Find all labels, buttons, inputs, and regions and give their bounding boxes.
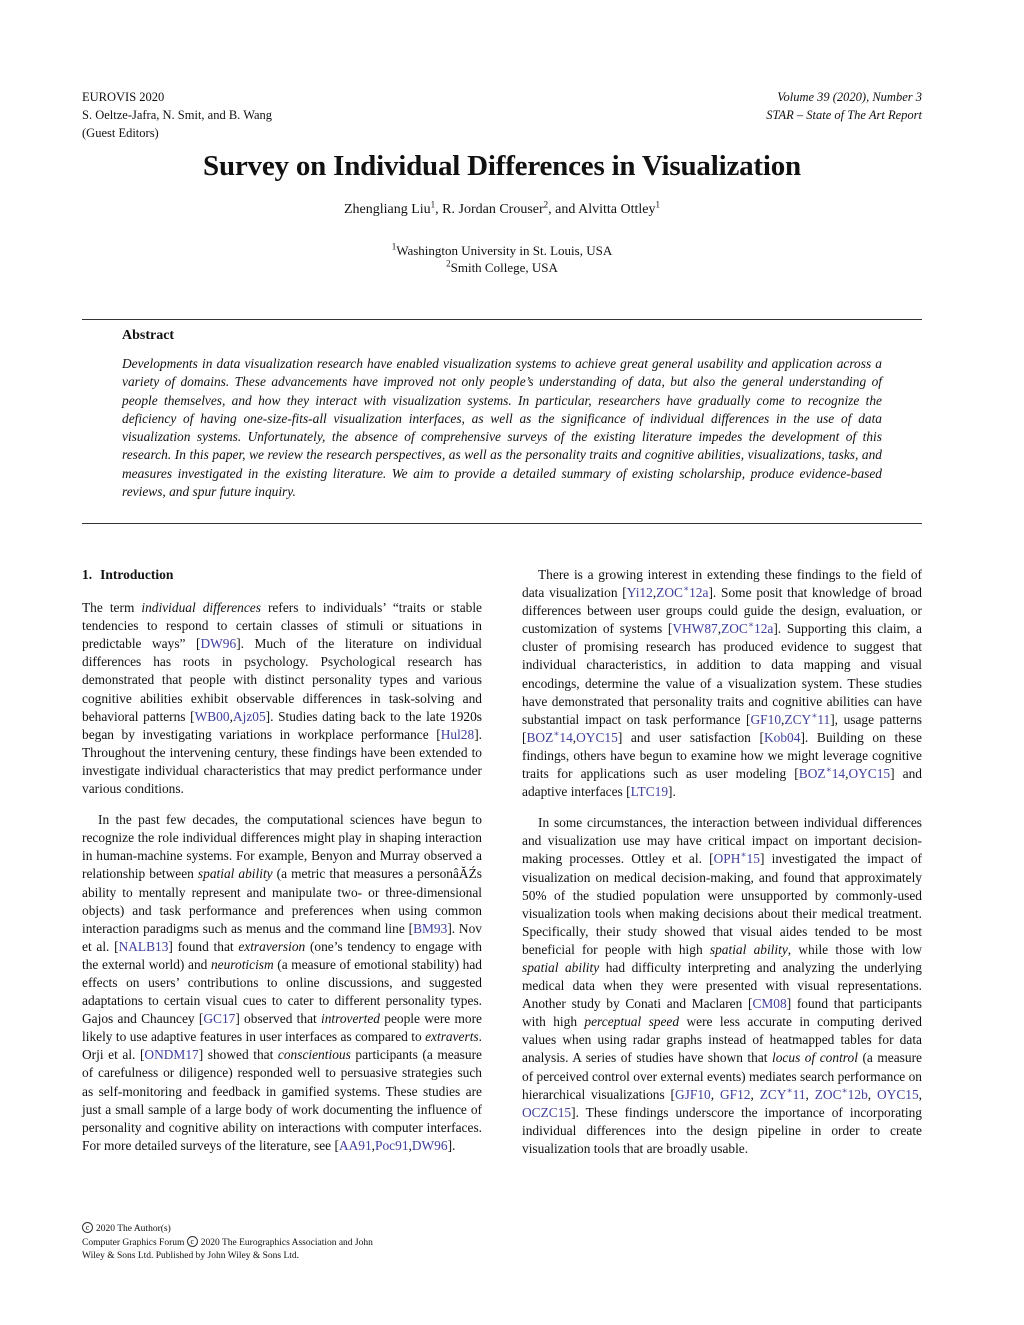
text-run: There is a growing interest in extending these findings to the field of data visualization [: [522, 567, 922, 601]
citation-link[interactable]: BM93: [413, 920, 448, 936]
body-paragraph: [522, 566, 922, 801]
text-run: ] observed that: [235, 1011, 321, 1027]
footer-line-2: 2020 The Eurographics Association and John: [200, 1238, 373, 1248]
text-run: ]. Some posit that knowledge of broad differences between user groups could guide the design, evaluation, or customization of systems [: [522, 585, 922, 637]
citation-mark: ∗: [841, 1085, 848, 1096]
citation-link[interactable]: Poc91: [375, 1137, 409, 1153]
emphasis-term: conscientious: [277, 1047, 351, 1063]
footer: [82, 1222, 373, 1263]
citation-mark: ∗: [740, 849, 747, 860]
text-run: ] and user satisfaction [: [617, 729, 764, 745]
text-run: ,: [845, 766, 849, 782]
text-run: ,: [781, 711, 785, 727]
citation-link[interactable]: CM08: [752, 996, 787, 1012]
affiliation-line: [0, 242, 1004, 259]
author-affiliation-mark: 1: [430, 199, 436, 210]
text-run: . Orji et al. [: [82, 1029, 482, 1063]
abstract-text: Developments in data visualization research have enabled visualization systems to achieve great general usability and application across a variety of domains. These advancements have improved not only people’s understanding of data, but also the general understanding of people themselves, and how they interact with visualization systems. In particular, researchers have gradually come to recognize the deficiency of having one-size-fits-all visualization interfaces, as well as the significance of individual differences in the use of data visualization systems. Unfortunately, the absence of comprehensive surveys of the existing literature impedes the development of this research. In this paper, we review the research perspectives, as well as the personality traits and cognitive abilities, visualizations, tasks, and measures investigated in the existing literature. We aim to provide a detailed summary of existing scholarship, produce evidence-based reviews, and spur future inquiry.: [122, 356, 882, 500]
text-run: ]. Much of the literature on individual differences has roots in psychology. Psychological research has demonstrated that people with distinct personality types and various cognitive abilities exhibit observable differences in task-solving and behavioral patterns [: [82, 636, 482, 724]
citation-link[interactable]: OYC15: [576, 729, 618, 745]
text-run: ,: [717, 621, 722, 637]
text-run: ]. Throughout the intervening century, these findings have been extended to investigate individual characteristics that may predict performance under various conditions.: [82, 726, 482, 797]
author-name: Zhengliang Liu: [343, 202, 431, 217]
citation-link[interactable]: LTC19: [630, 784, 669, 800]
text-run: ,: [867, 1086, 877, 1102]
emphasis-term: spatial ability: [197, 866, 273, 882]
citation-mark: ∗: [786, 1085, 793, 1096]
citation-mark: ∗: [825, 764, 832, 775]
text-run: had difficulty interpreting and analyzing the underlying medical data when they were presented with visual representations. Another study by Conati and Maclaren [: [522, 959, 922, 1012]
abstract-top-rule: [82, 319, 922, 320]
text-run: ] showed that: [198, 1047, 278, 1063]
running-header-right: [766, 88, 922, 124]
citation-link[interactable]: AA91: [338, 1137, 372, 1153]
citation-link[interactable]: ONDM17: [144, 1047, 199, 1063]
citation-link[interactable]: ZOC: [656, 585, 683, 601]
text-run: In some circumstances, the interaction between individual differences and visualization use may have critical impact on important decision-making processes. Ottley et al. [: [522, 815, 922, 867]
text-run: ]. Building on these findings, others have begun to examine how we might leverage cognitive traits for applications such as user modeling [: [522, 729, 922, 782]
text-run: (a metric that measures a personâĂŹs ability to mentally represent and manipulate two- or three-dimensional objects) and task performance and preferences when using common interaction paradigms such as menus and the command line [: [82, 866, 482, 936]
citation-link[interactable]: GF12: [719, 1086, 751, 1102]
citation-link[interactable]: 11: [817, 711, 831, 727]
citation-link[interactable]: GJF10: [675, 1086, 711, 1102]
text-run: ] investigated the impact of visualization on medical decision-making, and found that approximately 50% of the studied population were unsupported by commonly-used visualization tools when making decisions about their medical treatment. Specifically, their study showed that visual aides tended to be most beneficial for people with high: [522, 851, 922, 957]
citation-link[interactable]: OYC15: [848, 766, 891, 782]
citation-link[interactable]: VHW87: [672, 621, 718, 637]
abstract-heading: Abstract: [122, 328, 175, 343]
affiliation-name: Washington University in St. Louis, USA: [396, 243, 613, 258]
footer-line-1: 2020 The Author(s): [96, 1224, 171, 1234]
venue: EUROVIS 2020: [82, 90, 165, 104]
author-separator: , and: [548, 202, 579, 217]
citation-link[interactable]: 14: [559, 729, 573, 745]
affiliation-number: 1: [391, 241, 397, 252]
citation-link[interactable]: OCZC15: [522, 1104, 572, 1120]
emphasis-term: spatial ability: [522, 959, 600, 975]
text-run: ]. Nov et al. [: [82, 920, 482, 954]
editors: S. Oeltze-Jafra, N. Smit, and B. Wang: [82, 108, 273, 122]
citation-link[interactable]: GC17: [203, 1011, 236, 1027]
text-run: ,: [572, 729, 577, 745]
citation-link[interactable]: ZCY: [759, 1086, 787, 1102]
text-run: ]. These findings underscore the importance of incorporating individual differences into the design pipeline in order to create visualization tools that are broadly usable.: [522, 1104, 922, 1156]
citation-link[interactable]: DW96: [411, 1137, 448, 1153]
citation-link[interactable]: Hul28: [440, 726, 475, 742]
author-separator: ,: [435, 202, 443, 217]
section-title: Introduction: [100, 567, 174, 582]
footer-journal: Computer Graphics Forum: [82, 1238, 185, 1248]
affiliation-number: 2: [446, 258, 451, 269]
citation-link[interactable]: DW96: [200, 636, 237, 652]
text-run: ].: [668, 784, 676, 800]
citation-link[interactable]: Kob04: [763, 729, 801, 745]
citation-mark: ∗: [682, 583, 690, 594]
citation-link[interactable]: BOZ: [526, 729, 554, 745]
citation-link[interactable]: 12a: [754, 621, 774, 637]
citation-link[interactable]: ZCY: [784, 711, 812, 727]
text-run: were less accurate in computing derived values when using radar graphs instead of heatmapped tables for data analysis. A series of studies have shown that: [522, 1014, 923, 1066]
affiliations: [0, 242, 1004, 276]
abstract-bottom-rule: [82, 523, 922, 524]
section-number: 1.: [82, 567, 93, 582]
text-run: participants (a measure of carefulness or diligence) responded well to persuasive strategies such as self-monitoring and feedback in gamified systems. These studies are just a small sample of a large body of work documenting the influence of personality and cognitive ability on interactions with computer interfaces. For more detailed surveys of the literature, see [: [82, 1047, 482, 1153]
body-paragraph: [82, 599, 482, 798]
text-run: The term: [82, 600, 142, 616]
citation-link[interactable]: Ajz05: [232, 708, 266, 724]
text-run: ,: [229, 708, 233, 724]
emphasis-term: individual differences: [141, 600, 261, 616]
text-run: (one’s tendency to engage with the external world) and: [82, 938, 482, 972]
text-run: ,: [750, 1086, 760, 1102]
body-paragraph: [82, 811, 482, 1155]
author-affiliation-mark: 1: [655, 199, 661, 210]
text-run: , while those with low: [787, 941, 922, 957]
citation-link[interactable]: Yi12: [626, 585, 653, 601]
citation-link[interactable]: BOZ: [798, 766, 826, 782]
citation-mark: ∗: [811, 710, 818, 721]
citation-link[interactable]: ZOC: [721, 621, 748, 637]
text-run: ,: [710, 1086, 720, 1102]
column-right: [522, 566, 922, 1171]
section-heading: [82, 566, 482, 584]
body-paragraph: [522, 814, 922, 1158]
affiliation-name: Smith College, USA: [450, 260, 558, 275]
text-run: ]. Supporting this claim, a cluster of promising research has produced evidence to suggest that individual characteristics, in addition to data mapping and visual encodings, determine the value of a visualization system. These studies have demonstrated that personality traits and cognitive abilities can have substantial impact on task performance [: [522, 621, 922, 727]
text-run: ,: [918, 1086, 923, 1102]
citation-link[interactable]: ZOC: [814, 1086, 842, 1102]
affiliation-line: [0, 259, 1004, 276]
emphasis-term: extraversion: [238, 938, 306, 954]
text-run: ]. Studies dating back to the late 1920s began by investigating variations in workplace performance [: [82, 708, 483, 742]
emphasis-term: neuroticism: [210, 956, 274, 972]
copyright-icon: c: [82, 1222, 93, 1233]
report-type: STAR – State of The Art Report: [766, 108, 922, 122]
author-list: [0, 199, 1004, 218]
text-run: ,: [652, 585, 657, 601]
text-run: ], usage patterns [: [522, 711, 922, 745]
author-name: Alvitta Ottley: [578, 202, 656, 217]
citation-mark: ∗: [747, 619, 754, 630]
text-run: ] found that participants with high: [522, 996, 922, 1030]
text-run: ,: [408, 1137, 412, 1153]
citation-link[interactable]: 11: [792, 1086, 806, 1102]
paper-title: Survey on Individual Differences in Visualization: [203, 150, 801, 182]
citation-link[interactable]: NALB13: [118, 938, 169, 954]
running-header-left: [82, 88, 272, 142]
emphasis-term: perceptual speed: [584, 1014, 680, 1030]
copyright-icon: c: [187, 1236, 198, 1247]
author-affiliation-mark: 2: [543, 199, 549, 210]
emphasis-term: extraverts: [425, 1029, 479, 1045]
citation-link[interactable]: 14: [831, 766, 846, 782]
editors-role: (Guest Editors): [82, 126, 159, 140]
text-run: (a measure of emotional stability) had effects on users’ contributions to online discussions, and suggested adaptations to certain visual cues to cater to different personality types. Gajos and Chauncey [: [82, 956, 482, 1027]
citation-link[interactable]: WB00: [194, 708, 230, 724]
text-run: ,: [805, 1086, 815, 1102]
citation-link[interactable]: OYC15: [876, 1086, 919, 1102]
text-run: people were more likely to use adaptive features in user interfaces as compared to: [82, 1011, 482, 1045]
text-run: ,: [371, 1137, 376, 1153]
text-run: ] and adaptive interfaces [: [522, 766, 922, 800]
text-run: ] found that: [168, 938, 239, 954]
text-run: (a measure of perceived control over external events) mediates search performance on hierarchical visualizations [: [522, 1050, 922, 1102]
author-name: R. Jordan Crouser: [442, 202, 544, 217]
column-left: [82, 566, 482, 1168]
text-run: refers to individuals’ “traits or stable tendencies to respond to certain classes of stimuli or situations in predictable ways” [: [82, 600, 482, 652]
emphasis-term: introverted: [320, 1011, 380, 1027]
volume-info: Volume 39 (2020), Number 3: [777, 90, 922, 104]
emphasis-term: spatial ability: [709, 941, 788, 957]
footer-line-3: Wiley & Sons Ltd. Published by John Wiley & Sons Ltd.: [82, 1251, 300, 1261]
text-run: ].: [447, 1137, 456, 1153]
text-run: In the past few decades, the computational sciences have begun to recognize the role individual differences might play in shaping interaction in human-machine systems. For example, Benyon and Murray observed a relationship between: [82, 812, 482, 882]
citation-link[interactable]: GF10: [750, 711, 782, 727]
citation-link[interactable]: 15: [746, 851, 760, 867]
citation-mark: ∗: [553, 728, 560, 739]
citation-link[interactable]: 12b: [847, 1086, 868, 1102]
citation-link[interactable]: 12a: [689, 585, 709, 601]
citation-link[interactable]: OPH: [713, 851, 741, 867]
emphasis-term: locus of control: [772, 1050, 858, 1066]
